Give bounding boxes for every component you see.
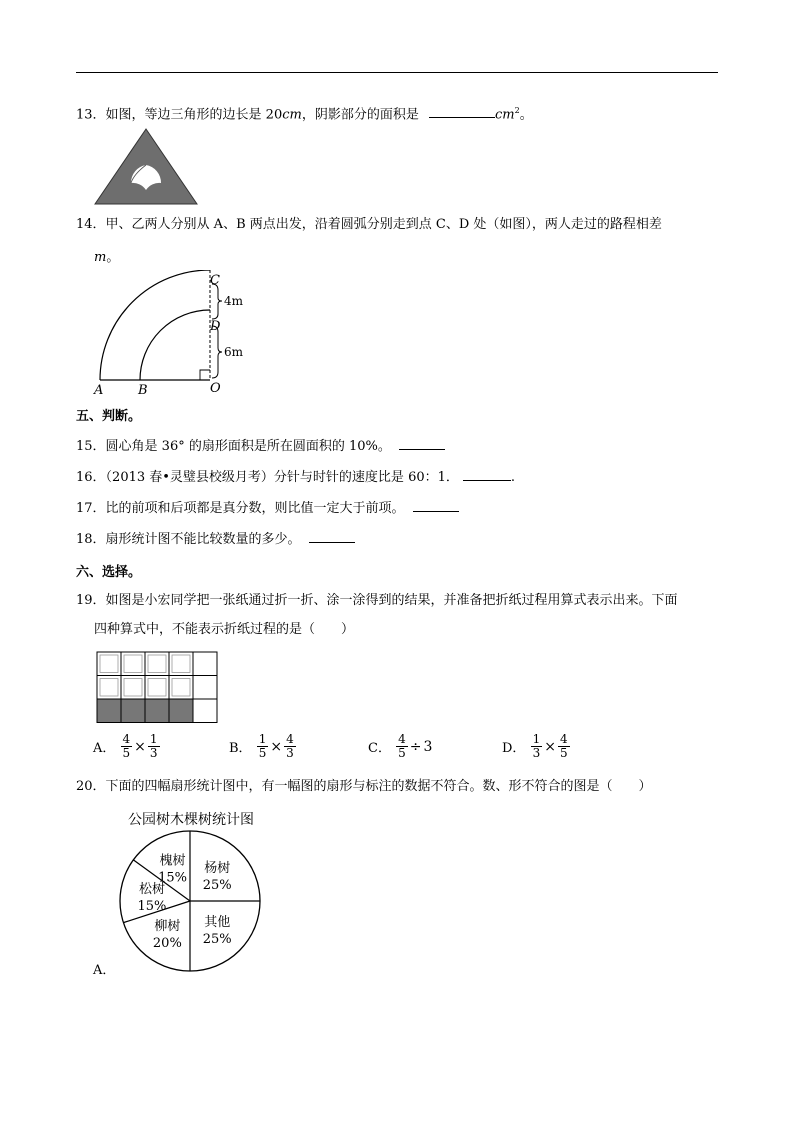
option-a[interactable]: [93, 733, 161, 760]
option-label: D．: [502, 741, 526, 756]
numerator: 1: [532, 732, 541, 746]
punctuation: 。: [106, 250, 120, 265]
pie-slice-value: 25%: [202, 877, 232, 893]
answer-blank[interactable]: [413, 498, 459, 512]
question-number: 16．: [76, 470, 106, 485]
label-a: A: [94, 383, 104, 398]
unit: m: [94, 250, 107, 265]
question-number: 15．: [76, 439, 106, 454]
question-14-line2: [94, 249, 119, 267]
operator: ÷: [409, 738, 422, 755]
pie-slice-category: 杨树: [204, 860, 231, 876]
numerator: 1: [258, 732, 267, 746]
pie-slice-value: 25%: [202, 932, 232, 948]
option-label: B．: [229, 741, 252, 756]
label-b: B: [138, 383, 148, 398]
question-15: [76, 436, 445, 456]
question-20: [76, 778, 652, 796]
pie-slice-category: 其他: [204, 915, 231, 931]
question-number: 14．: [76, 217, 106, 232]
grid-cell: [169, 699, 193, 723]
denominator: 3: [286, 746, 294, 760]
question-14: [76, 216, 662, 234]
folded-paper-grid: [96, 651, 218, 723]
label-c: C: [210, 273, 220, 288]
pie-slice-value: 15%: [137, 898, 167, 914]
punctuation: .: [510, 470, 516, 485]
fraction: [284, 733, 296, 760]
denominator: 3: [149, 746, 158, 760]
question-text: 如图是小宏同学把一张纸通过折一折、涂一涂得到的结果，并准备把折纸过程用算式表示出来。下面: [105, 593, 678, 608]
question-number: 13．: [76, 107, 106, 123]
answer-blank[interactable]: [429, 104, 495, 118]
fraction: [148, 733, 160, 760]
operator: ×: [270, 738, 283, 755]
answer-blank[interactable]: [309, 529, 355, 543]
operator: ×: [544, 738, 556, 755]
question-17: [76, 498, 459, 518]
answer-blank[interactable]: [463, 467, 511, 481]
grid-cell: [193, 676, 217, 700]
grid-cell: [145, 652, 169, 676]
pie-slice-value: 15%: [158, 870, 187, 886]
numerator: 4: [122, 732, 131, 746]
header-rule: [76, 72, 718, 73]
question-text: 下面的四幅扇形统计图中，有一幅图的扇形与标注的数据不符合。数、形不符合的图是（ ）: [105, 779, 652, 794]
label-o: O: [210, 381, 221, 396]
fraction: [531, 733, 543, 760]
pie-slice-category: 柳树: [154, 919, 181, 935]
question-text: 圆心角是 36° 的扇形面积是所在圆面积的 10%。: [105, 439, 391, 454]
numerator: 4: [559, 732, 568, 746]
operator: ×: [134, 738, 146, 755]
question-19: [76, 592, 678, 610]
question-text: ，阴影部分的面积是: [301, 107, 419, 123]
grid-cell: [121, 699, 145, 723]
denominator: 5: [559, 746, 568, 760]
option-a-label[interactable]: A．: [93, 963, 116, 978]
fraction: [558, 733, 570, 760]
question-text: 扇形统计图不能比较数量的多少。: [105, 532, 301, 547]
grid-cell: [121, 676, 145, 700]
grid-cell: [193, 652, 217, 676]
label-d: D: [210, 319, 221, 334]
punctuation: 。: [519, 107, 533, 123]
grid-cell: [97, 652, 121, 676]
numerator: 1: [149, 732, 158, 746]
grid-cell: [145, 676, 169, 700]
section-6-heading: 六、选择。: [76, 565, 142, 580]
fraction: [396, 733, 408, 760]
grid-cell: [121, 652, 145, 676]
grid-cell: [169, 676, 193, 700]
arc-path-figure: [88, 270, 258, 398]
option-label: C．: [368, 741, 391, 756]
grid-cell: [193, 699, 217, 723]
pie-slice-category: 槐树: [159, 853, 186, 869]
question-16: [76, 467, 515, 487]
question-number: 17．: [76, 501, 106, 516]
denominator: 5: [398, 746, 406, 760]
option-c[interactable]: [368, 733, 433, 760]
chart-title: 公园树木棵树统计图: [128, 812, 254, 828]
dim-6m: 6m: [224, 345, 244, 359]
superscript: 2: [514, 106, 520, 115]
triangle-figure: [94, 128, 198, 206]
pie-slice-value: 20%: [152, 936, 182, 952]
question-text: （2013 春•灵璧县校级月考）分针与时针的速度比是 60：1．: [105, 470, 459, 485]
denominator: 5: [258, 746, 267, 760]
fraction: [257, 733, 269, 760]
answer-blank[interactable]: [399, 436, 445, 450]
divisor: 3: [423, 738, 433, 755]
unit: cm: [282, 107, 302, 123]
question-13: [76, 102, 533, 124]
question-number: 19．: [76, 593, 106, 608]
unit: cm: [495, 107, 515, 123]
denominator: 3: [532, 746, 541, 760]
grid-cell: [97, 676, 121, 700]
section-5-heading: 五、判断。: [76, 409, 142, 424]
option-label: A．: [93, 741, 116, 756]
fraction: [121, 733, 133, 760]
grid-cell: [145, 699, 169, 723]
dim-4m: 4m: [224, 294, 244, 308]
option-b[interactable]: [229, 733, 297, 760]
pie-slice-category: 松树: [138, 881, 165, 897]
question-18: [76, 529, 355, 549]
question-text: 如图，等边三角形的边长是 20: [105, 107, 283, 123]
grid-cell: [97, 699, 121, 723]
question-number: 20．: [76, 779, 106, 794]
question-number: 18．: [76, 532, 106, 547]
question-text: 甲、乙两人分别从 A、B 两点出发，沿着圆弧分别走到点 C、D 处（如图），两人走过的路程相差: [105, 217, 662, 232]
question-text: 比的前项和后项都是真分数，则比值一定大于前项。: [105, 501, 405, 516]
numerator: 4: [286, 732, 294, 746]
grid-cell: [169, 652, 193, 676]
question-19-line2: 四种算式中，不能表示折纸过程的是（ ）: [94, 622, 355, 637]
denominator: 5: [122, 746, 131, 760]
numerator: 4: [398, 732, 406, 746]
pie-chart: [110, 828, 270, 978]
option-d[interactable]: [502, 733, 571, 760]
